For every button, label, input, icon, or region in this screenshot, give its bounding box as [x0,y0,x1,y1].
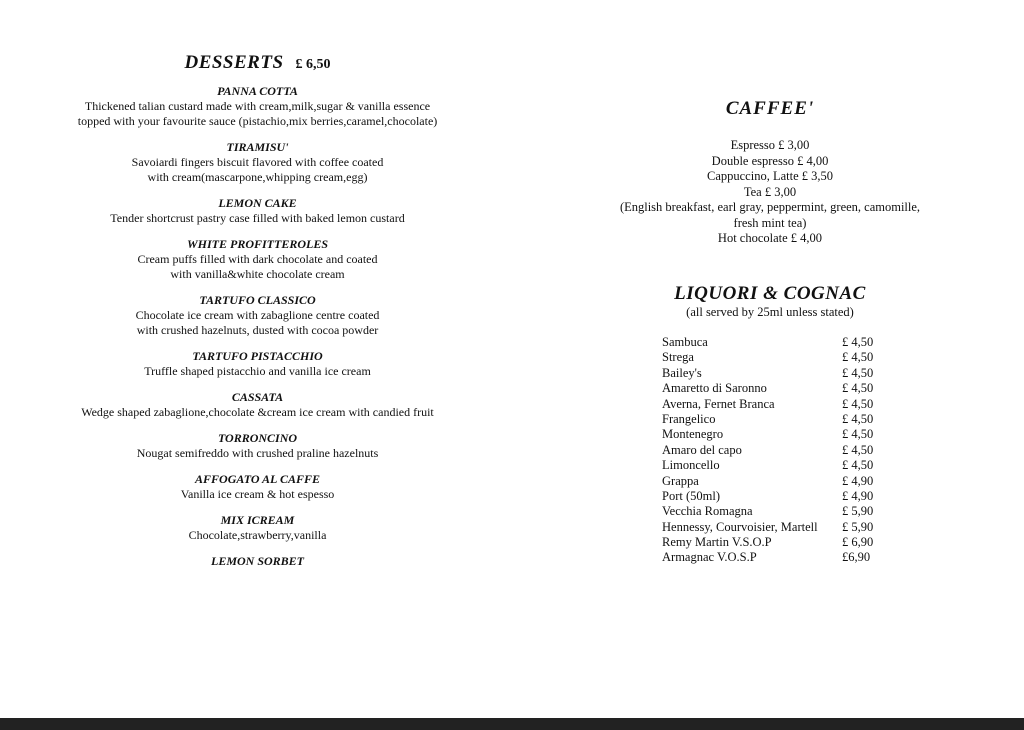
liquor-row [662,350,892,365]
dessert-name: TORRONCINO [217,431,298,445]
caffee-section [590,98,950,247]
liquor-price: £ 4,50 [842,365,874,380]
dessert-name: WHITE PROFITTEROLES [186,237,329,251]
dessert-list [40,84,475,569]
dessert-name: PANNA COTTA [217,84,298,98]
dessert-name: TIRAMISU' [226,140,289,154]
liquor-row [662,458,892,473]
dessert-description: Cream puffs filled with dark chocolate and coated with vanilla&white chocolate cream [137,252,378,281]
dessert-name: CASSATA [231,390,284,404]
liquor-row [662,550,892,565]
dessert-description: Thickened talian custard made with cream,milk,sugar & vanilla essence topped with your favourite sauce (pistachio,mix berries,caramel,chocolate) [77,99,438,128]
dessert-item [40,84,475,129]
bottom-bar [0,718,1024,730]
liquori-note: (all served by 25ml unless stated) [686,305,854,319]
dessert-name: LEMON SORBET [210,554,305,568]
desserts-section [40,52,475,580]
dessert-name: TARTUFO CLASSICO [199,293,316,307]
liquor-name: Frangelico [662,411,716,426]
liquor-name: Bailey's [662,365,702,380]
caffee-line: (English breakfast, earl gray, peppermint, green, camomille, [619,200,921,214]
dessert-item [40,472,475,502]
dessert-description: Nougat semifreddo with crushed praline hazelnuts [136,446,379,460]
liquor-row [662,412,892,427]
caffee-title: CAFFEE' [725,98,815,119]
dessert-item [40,293,475,338]
liquor-name: Remy Martin V.S.O.P [662,535,772,550]
liquor-list [662,335,892,566]
dessert-name: AFFOGATO AL CAFFE [195,472,320,486]
liquor-row [662,381,892,396]
dessert-item [40,513,475,543]
liquor-price: £ 5,90 [842,519,874,534]
dessert-item [40,431,475,461]
dessert-item [40,390,475,420]
liquor-name: Amaretto di Saronno [662,381,767,396]
liquor-name: Montenegro [662,427,724,442]
dessert-description: Wedge shaped zabaglione,chocolate &cream ice cream with candied fruit [81,405,434,419]
liquor-name: Averna, Fernet Branca [662,396,775,411]
caffee-line: Cappuccino, Latte £ 3,50 [706,169,833,183]
dessert-description: Vanilla ice cream & hot espesso [180,487,335,501]
liquori-title: LIQUORI & COGNAC [674,283,866,304]
liquor-name: Vecchia Romagna [662,504,753,519]
liquor-price: £ 4,50 [842,442,874,457]
caffee-line: Espresso £ 3,00 [730,138,810,152]
desserts-title: DESSERTS [184,52,284,73]
liquor-price: £ 4,50 [842,350,874,365]
liquor-row [662,474,892,489]
dessert-description: Chocolate,strawberry,vanilla [188,528,327,542]
dessert-description: Truffle shaped pistacchio and vanilla ice cream [144,364,371,378]
liquor-price: £ 4,50 [842,427,874,442]
dessert-item [40,237,475,282]
liquor-price: £ 4,50 [842,381,874,396]
dessert-name: TARTUFO PISTACCHIO [192,349,323,363]
dessert-description: Savoiardi fingers biscuit flavored with coffee coated with cream(mascarpone,whipping cream,egg) [131,155,384,184]
liquor-price: £ 5,90 [842,504,874,519]
liquor-name: Amaro del capo [662,442,742,457]
liquor-price: £6,90 [842,550,871,565]
dessert-description: Chocolate ice cream with zabaglione centre coated with crushed hazelnuts, dusted with cocoa powder [135,308,380,337]
liquori-section [590,283,950,565]
liquor-price: £ 4,50 [842,335,874,349]
caffee-line: Hot chocolate £ 4,00 [717,231,823,245]
caffee-line: fresh mint tea) [733,215,807,230]
liquor-row [662,443,892,458]
liquor-name: Sambuca [662,335,708,349]
dessert-item [40,140,475,185]
dessert-description: Tender shortcrust pastry case filled with baked lemon custard [110,211,405,225]
desserts-price: £ 6,50 [295,57,331,72]
liquor-price: £ 4,50 [842,458,874,473]
liquor-price: £ 4,50 [842,411,874,426]
liquor-name: Hennessy, Courvoisier, Martell [662,519,818,534]
liquor-row [662,335,892,350]
liquor-row [662,366,892,381]
dessert-item [40,349,475,379]
dessert-name: LEMON CAKE [218,196,297,210]
liquor-row [662,397,892,412]
liquor-name: Limoncello [662,458,720,473]
liquor-row [662,520,892,535]
dessert-name: MIX ICREAM [220,513,295,527]
dessert-item [40,554,475,569]
liquor-price: £ 4,90 [842,473,874,488]
caffee-line: Double espresso £ 4,00 [711,153,829,168]
liquor-name: Port (50ml) [662,488,720,503]
liquor-row [662,535,892,550]
liquor-row [662,489,892,504]
liquor-name: Grappa [662,473,699,488]
liquor-name: Strega [662,350,694,365]
liquor-row [662,427,892,442]
liquor-price: £ 6,90 [842,535,874,550]
desserts-header [40,52,475,74]
liquor-row [662,504,892,519]
caffee-list [590,138,950,247]
dessert-item [40,196,475,226]
liquor-name: Armagnac V.O.S.P [662,550,757,565]
caffee-line: Tea £ 3,00 [743,184,797,199]
liquor-price: £ 4,50 [842,396,874,411]
liquor-price: £ 4,90 [842,488,874,503]
